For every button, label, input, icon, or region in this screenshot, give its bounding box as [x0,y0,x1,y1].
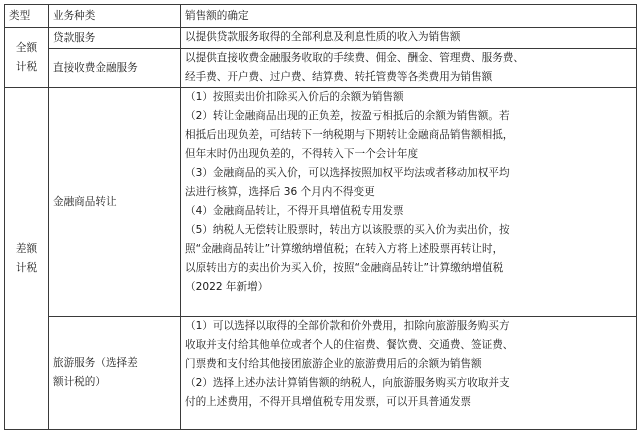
business-financial-product: 金融商品转让 [49,88,181,317]
sales-cell: （1）可以选择以取得的全部价款和价外费用，扣除向旅游服务购买方 收取并支付给其他单位或者个人的住宿费、餐饮费、交通费、签证费、 门票费和支付给其他接团旅游企业的旅游费用后的余额为销售额 （2）选择上述办法计算销售额的纳税人，向旅游服务购买方收取并支 付的上述费用，不得开具增值税专用发票，可以开具普通发票 [181,317,637,430]
table-row [5,49,637,88]
business-tourism: 旅游服务（选择差 额计税的） [49,317,181,430]
sales-cell: 以提供直接收费金融服务收取的手续费、佣金、酬金、管理费、服务费、 经手费、开户费、过户费、结算费、转托管费等各类费用为销售额 [181,49,637,88]
table-row [5,88,637,317]
category-full-tax: 全额 计税 [5,28,49,88]
header-type: 类型 [5,5,49,28]
category-diff-tax: 差额 计税 [5,88,49,430]
header-business: 业务种类 [49,5,181,28]
sales-cell: 以提供贷款服务取得的全部利息及利息性质的收入为销售额 [181,28,637,49]
business-direct-fee: 直接收费金融服务 [49,49,181,88]
header-sales-determination: 销售额的确定 [181,5,637,28]
table-row [5,317,637,430]
table-row [5,28,637,49]
business-loan: 贷款服务 [49,28,181,49]
sales-cell: （1）按照卖出价扣除买入价后的余额为销售额 （2）转让金融商品出现的正负差，按盈亏相抵后的余额为销售额。若 相抵后出现负差，可结转下一纳税期与下期转让金融商品销售额相抵， 但年末时仍出现负差的，不得转入下一个会计年度 （3）金融商品的买入价，可以选择按照加权平均法或者移动加权平均 法进行核算，选择后 36 个月内不得变更 （4）金融商品转让，不得开具增值税专用发票 （5）纳税人无偿转让股票时，转出方以该股票的买入价为卖出价，按 照“金融商品转让”计算缴纳增值税；在转入方将上述股票再转让时， 以原转出方的卖出价为买入价，按照“金融商品转让”计算缴纳增值税 （2022 年新增） [181,88,637,317]
vat-sales-table [4,4,637,430]
header-row [5,5,637,28]
